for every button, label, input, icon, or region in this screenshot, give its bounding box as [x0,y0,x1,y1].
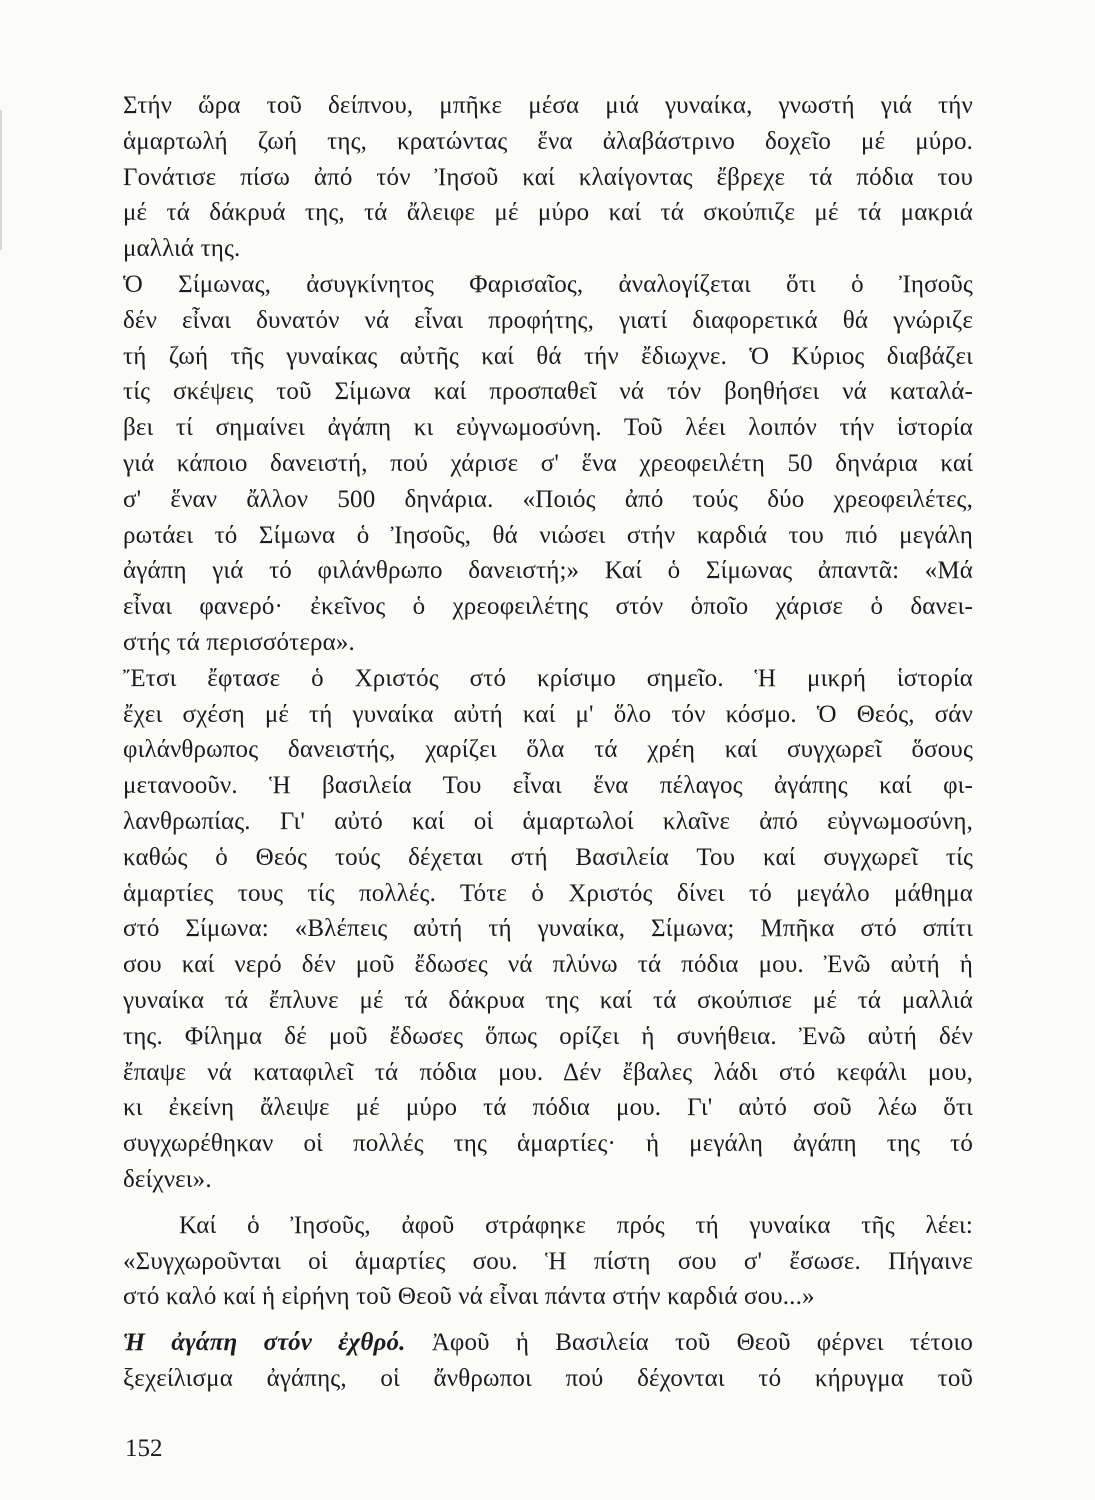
text-line: στό Σίμωνα: «Βλέπεις αὐτή τή γυναίκα, Σίμωνα; Μπῆκα στό σπίτι [123,915,973,943]
text-line: ἔχει σχέση μέ τή γυναίκα αὐτή καί μ' ὅλο τόν κόσμο. Ὁ Θεός, σάν [123,700,973,728]
text-line: λανθρωπίας. Γι' αὐτό καί οἱ ἁμαρτωλοί κλαῖνε ἀπό εὐγνωμοσύνη, [123,807,973,835]
section-line [123,1325,973,1361]
section-heading: Ἡ ἀγάπη στόν ἐχθρό. [123,1329,406,1357]
paragraph-gap [123,1198,973,1208]
scan-margin-mark [0,110,2,250]
section-line-text: Ἀφοῦ ἡ Βασιλεία τοῦ Θεοῦ φέρνει τέτοιο [431,1329,973,1357]
text-line: μέ τά δάκρυά της, τά ἄλειφε μέ μύρο καί τά σκούπιζε μέ τά μακριά [123,199,973,227]
page-number: 152 [125,1435,163,1462]
text-line: μαλλιά της. [123,235,241,263]
text-line: καθώς ὁ Θεός τούς δέχεται στή Βασιλεία Του καί συγχωρεῖ τίς [123,843,973,871]
text-line: ρωτάει τό Σίμωνα ὁ Ἰησοῦς, θά νιώσει στήν καρδιά του πιό μεγάλη [123,521,973,549]
text-line: τίς σκέψεις τοῦ Σίμωνα καί προσπαθεῖ νά τόν βοηθήσει νά καταλά- [123,378,973,406]
paragraph-gap [123,1315,973,1325]
text-line: Γονάτισε πίσω ἀπό τόν Ἰησοῦ καί κλαίγοντας ἔβρεχε τά πόδια του [123,163,973,191]
text-line: Ὁ Σίμωνας, ἀσυγκίνητος Φαρισαῖος, ἀναλογίζεται ὅτι ὁ Ἰησοῦς [123,270,973,298]
text-line: σ' ἕναν ἄλλον 500 δηνάρια. «Ποιός ἀπό τούς δύο χρεοφειλέτες, [123,485,973,513]
text-line: τή ζωή τῆς γυναίκας αὐτῆς καί θά τήν ἔδιωχνε. Ὁ Κύριος διαβάζει [123,342,973,370]
text-line: δέν εἶναι δυνατόν νά εἶναι προφήτης, γιατί διαφορετικά θά γνώριζε [123,306,973,334]
text-line: μετανοοῦν. Ἡ βασιλεία Του εἶναι ἕνα πέλαγος ἀγάπης καί φι- [123,772,973,800]
text-line: της. Φίλημα δέ μοῦ ἔδωσες ὅπως ορίζει ἡ συνήθεια. Ἐνῶ αὐτή δέν [123,1022,973,1050]
text-line: κι ἐκείνη ἄλειψε μέ μύρο τά πόδια μου. Γι' αὐτό σοῦ λέω ὅτι [123,1094,973,1122]
text-line: Ἔτσι ἔφτασε ὁ Χριστός στό κρίσιμο σημεῖο. Ἡ μικρή ἱστορία [123,664,973,692]
text-line: βει τί σημαίνει ἀγάπη κι εὐγνωμοσύνη. Τοῦ λέει λοιπόν τήν ἱστορία [123,414,973,442]
text-line: ἔπαψε νά καταφιλεῖ τά πόδια μου. Δέν ἔβαλες λάδι στό κεφάλι μου, [123,1058,973,1086]
text-line: στής τά περισσότερα». [123,628,355,656]
text-line: Στήν ὥρα τοῦ δείπνου, μπῆκε μέσα μιά γυναίκα, γνωστή γιά τήν [123,92,973,119]
body-text [123,88,973,1397]
text-line: ξεχείλισμα ἀγάπης, οἱ ἄνθρωποι πού δέχονται τό κήρυγμα τοῦ [123,1364,973,1392]
text-line: φιλάνθρωπος δανειστής, χαρίζει ὅλα τά χρέη καί συγχωρεῖ ὅσους [123,736,973,764]
text-line: στό καλό καί ἡ εἰρήνη τοῦ Θεοῦ νά εἶναι πάντα στήν καρδιά σου...» [123,1283,815,1311]
text-line: «Συγχωροῦνται οἱ ἁμαρτίες σου. Ἡ πίστη σου σ' ἔσωσε. Πήγαινε [123,1247,973,1275]
text-line: σου καί νερό δέν μοῦ ἔδωσες νά πλύνω τά πόδια μου. Ἐνῶ αὐτή ἡ [123,951,973,979]
text-line: γυναίκα τά ἔπλυνε μέ τά δάκρυα της καί τά σκούπισε μέ τά μαλλιά [123,986,973,1014]
text-line: Καί ὁ Ἰησοῦς, ἀφοῦ στράφηκε πρός τή γυναίκα τῆς λέει: [179,1211,973,1239]
text-line: γιά κάποιο δανειστή, πού χάρισε σ' ἕνα χρεοφειλέτη 50 δηνάρια καί [123,449,973,477]
text-line: ἀγάπη γιά τό φιλάνθρωπο δανειστή;» Καί ὁ Σίμωνας ἀπαντᾶ: «Μά [123,557,973,585]
text-line: δείχνει». [123,1165,212,1193]
text-line: ἁμαρτίες τους τίς πολλές. Τότε ὁ Χριστός δίνει τό μεγάλο μάθημα [123,879,973,907]
text-line: ἁμαρτωλή ζωή της, κρατώντας ἕνα ἀλαβάστρινο δοχεῖο μέ μύρο. [123,127,973,155]
text-line: συγχωρέθηκαν οἱ πολλές της ἁμαρτίες· ἡ μεγάλη ἀγάπη της τό [123,1130,973,1158]
text-line: εἶναι φανερό· ἐκεῖνος ὁ χρεοφειλέτης στόν ὁποῖο χάρισε ὁ δανει- [123,593,973,621]
